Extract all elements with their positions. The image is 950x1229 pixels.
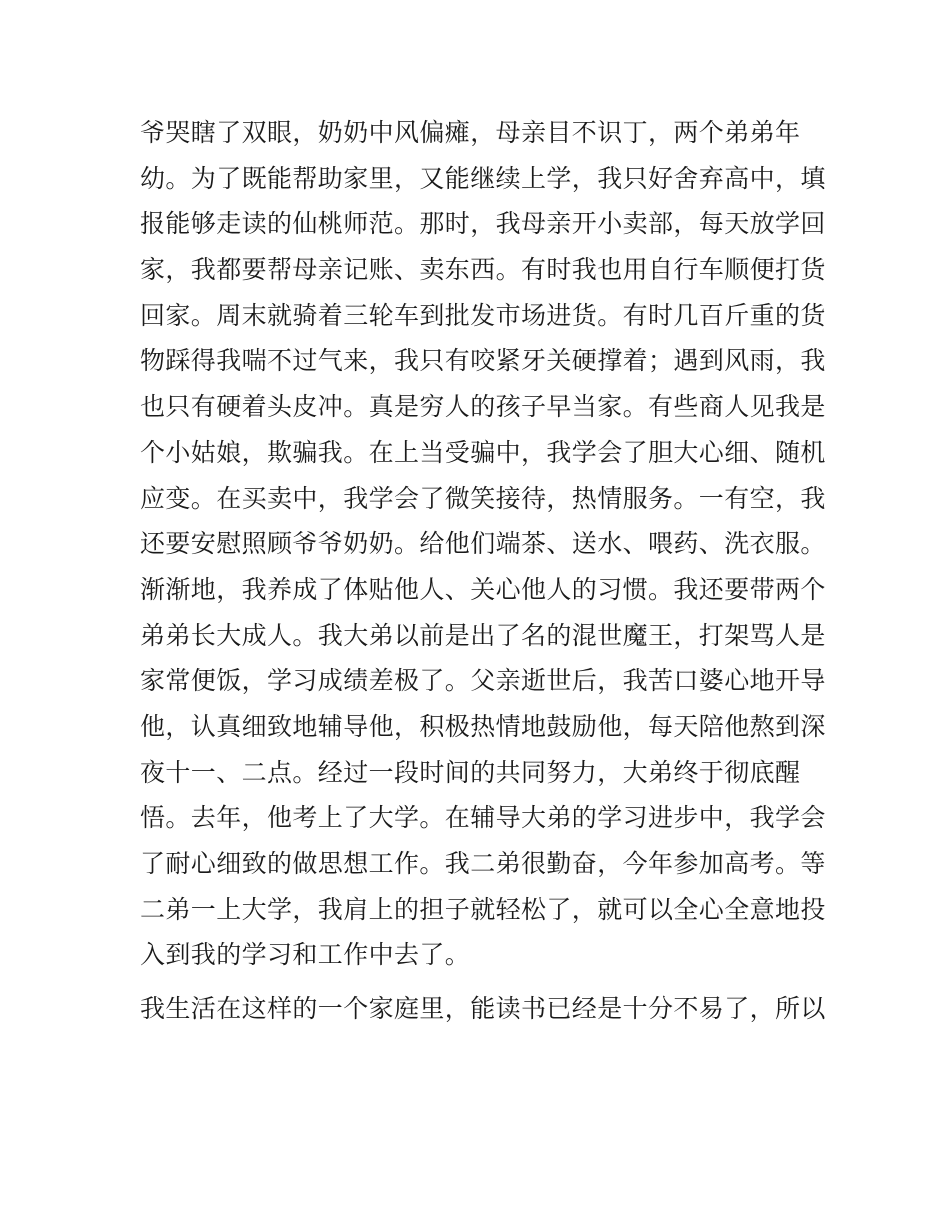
text-line: 了耐心细致的做思想工作。我二弟很勤奋，今年参加高考。等 (140, 849, 826, 878)
text-line: 夜十一、二点。经过一段时间的共同努力，大弟终于彻底醒 (140, 757, 801, 787)
body-text (140, 110, 830, 1032)
text-line: 应变。在买卖中，我学会了微笑接待，热情服务。一有空，我 (140, 483, 826, 513)
paragraph-1 (140, 110, 830, 978)
paragraph-spacer (140, 978, 830, 986)
text-line: 个小姑娘，欺骗我。在上当受骗中，我学会了胆大心细、随机 (140, 437, 826, 467)
paragraph-2 (140, 986, 830, 1032)
text-line: 家常便饭，学习成绩差极了。父亲逝世后，我苦口婆心地开导 (140, 666, 826, 696)
text-line: 弟弟长大成人。我大弟以前是出了名的混世魔王，打架骂人是 (140, 620, 826, 650)
text-line: 幼。为了既能帮助家里，又能继续上学，我只好舍弃高中，填 (140, 163, 826, 193)
text-line: 报能够走读的仙桃师范。那时，我母亲开小卖部，每天放学回 (140, 209, 826, 239)
text-line: 他，认真细致地辅导他，积极热情地鼓励他，每天陪他熬到深 (140, 711, 826, 741)
text-line: 爷哭瞎了双眼，奶奶中风偏瘫，母亲目不识丁，两个弟弟年 (140, 118, 801, 147)
text-line: 家，我都要帮母亲记账、卖东西。有时我也用自行车顺便打货 (140, 255, 826, 285)
text-line: 悟。去年，他考上了大学。在辅导大弟的学习进步中，我学会 (140, 803, 826, 833)
text-line: 还要安慰照顾爷爷奶奶。给他们端茶、送水、喂药、洗衣服。 (140, 529, 826, 559)
text-line: 二弟一上大学，我肩上的担子就轻松了，就可以全心全意地投 (140, 894, 826, 924)
text-line: 也只有硬着头皮冲。真是穷人的孩子早当家。有些商人见我是 (140, 392, 826, 422)
text-line: 回家。周末就骑着三轮车到批发市场进货。有时几百斤重的货 (140, 300, 826, 330)
text-line: 物踩得我喘不过气来，我只有咬紧牙关硬撑着；遇到风雨，我 (140, 346, 826, 376)
text-line: 入到我的学习和工作中去了。 (140, 940, 471, 970)
text-line: 我生活在这样的一个家庭里，能读书已经是十分不易了，所以 (140, 994, 826, 1024)
text-line: 渐渐地，我养成了体贴他人、关心他人的习惯。我还要带两个 (140, 574, 826, 604)
